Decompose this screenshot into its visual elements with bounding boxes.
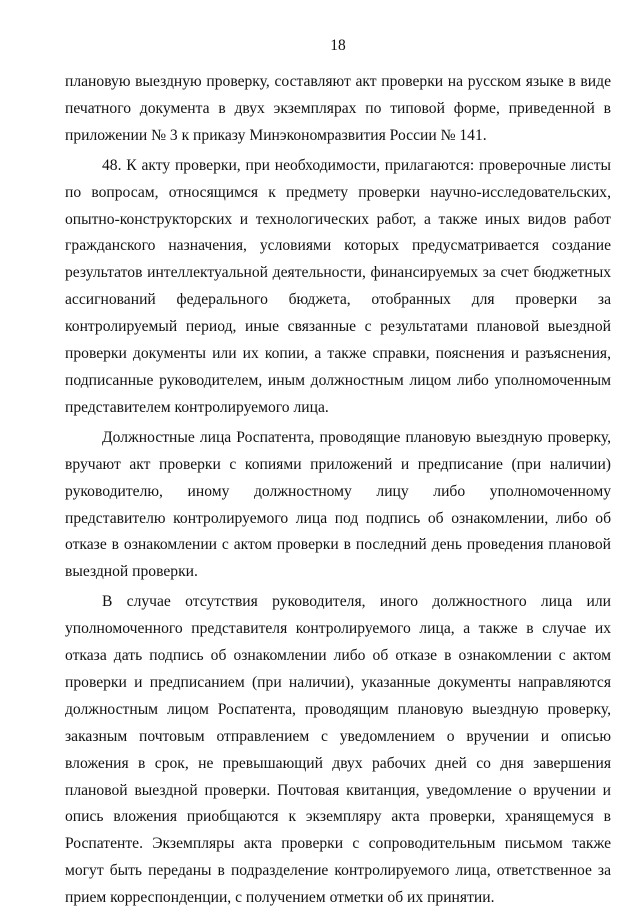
document-page — [65, 36, 611, 912]
paragraph-continuation: плановую выездную проверку, составляют акт проверки на русском языке в виде печатного документа в двух экземплярах по типовой форме, приведенной в приложении № 3 к приказу Минэкономразвития России № 141. — [65, 73, 611, 144]
paragraph-absence-case: В случае отсутствия руководителя, иного должностного лица или уполномоченного представителя контролируемого лица, а также в случае их отказа дать подпись об ознакомлении либо об отказе в ознакомлении с актом проверки и предписанием (при наличии), указанные документы направляются должностным лицом Роспатента, проводящим плановую выездную проверку, заказным почтовым отправлением с уведомлением о вручении и описью вложения в срок, не превышающий двух рабочих дней со дня завершения плановой выездной проверки. Почтовая квитанция, уведомление о вручении и опись вложения приобщаются к экземпляру акта проверки, хранящемуся в Роспатенте. Экземпляры акта проверки с сопроводительным письмом также могут быть переданы в подразделение контролируемого лица, ответственное за прием корреспонденции, с получением отметки об их принятии. — [65, 593, 611, 907]
page-number: 18 — [330, 37, 346, 54]
paragraph-officials-deliver-act: Должностные лица Роспатента, проводящие плановую выездную проверку, вручают акт проверки с копиями приложений и предписание (при наличии) руководителю, иному должностному лицу либо уполномоченному представителю контролируемого лица под подпись об ознакомлении, либо об отказе в ознакомлении с актом проверки в последний день проведения плановой выездной проверки. — [65, 428, 611, 581]
paragraph-48: 48. К акту проверки, при необходимости, прилагаются: проверочные листы по вопросам, относящимся к предмету проверки научно-исследовательских, опытно-конструкторских и технологических работ, а также иных видов работ гражданского назначения, условиями которых предусматривается создание результатов интеллектуальной деятельности, финансируемых за счет бюджетных ассигнований федерального бюджета, отобранных для проверки за контролируемый период, иные связанные с результатами плановой выездной проверки документы или их копии, а также справки, пояснения и разъяснения, подписанные руководителем, иным должностным лицом либо уполномоченным представителем контролируемого лица. — [65, 156, 611, 416]
